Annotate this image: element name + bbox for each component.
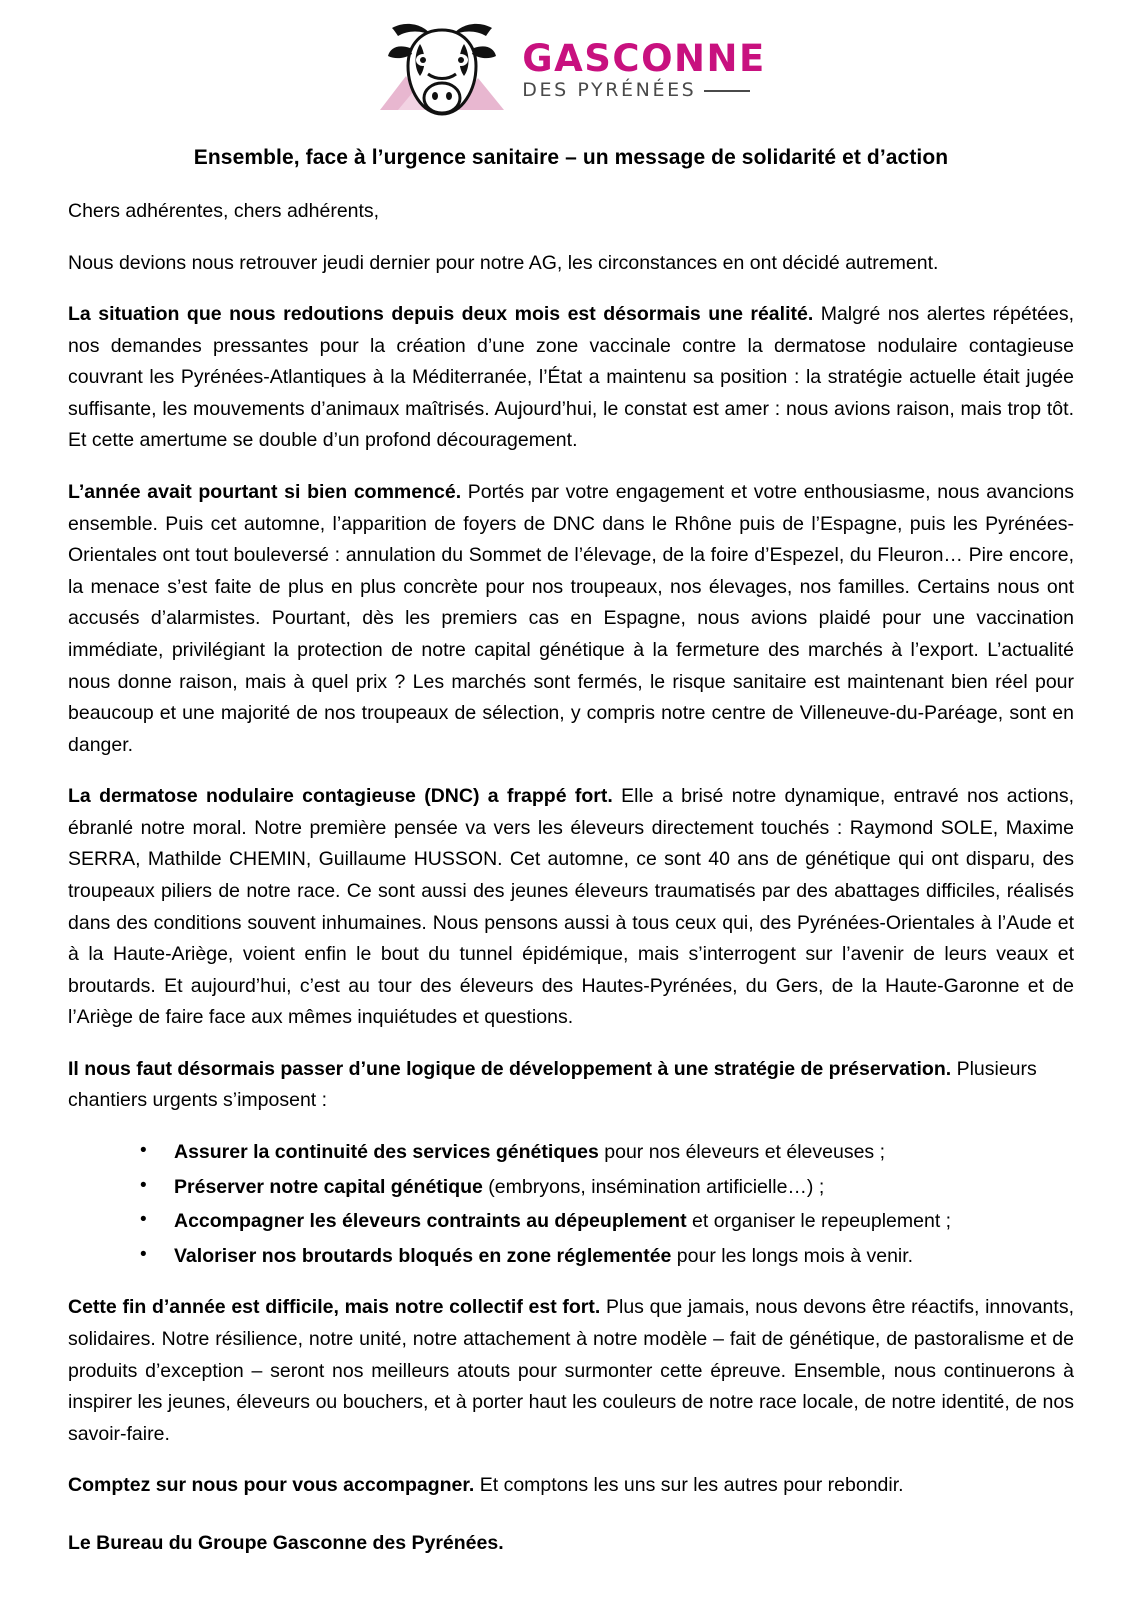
list-item-lead: Préserver notre capital génétique <box>174 1175 483 1198</box>
cow-head-icon <box>376 14 508 126</box>
paragraph-text: Plusieurs chantiers urgents s’imposent : <box>68 1057 1037 1112</box>
list-item-lead: Accompagner les éleveurs contraints au dépeuplement <box>174 1210 687 1233</box>
brand-wordmark <box>522 37 766 101</box>
body-paragraph <box>68 477 1074 761</box>
brand-subtitle: DES PYRÉNÉES <box>522 79 697 101</box>
brand-header <box>68 8 1074 136</box>
list-item-lead: Valoriser nos broutards bloqués en zone réglementée <box>174 1244 672 1267</box>
list-item-text: pour les longs mois à venir. <box>671 1244 914 1267</box>
paragraph-lead: La dermatose nodulaire contagieuse (DNC) a frappé fort. <box>68 785 613 808</box>
paragraph-text: Et comptons les uns sur les autres pour rebondir. <box>474 1474 904 1497</box>
brand-rule-divider <box>704 90 750 92</box>
salutation: Chers adhérentes, chers adhérents, <box>68 200 380 222</box>
list-item <box>140 1241 1074 1273</box>
body-paragraph <box>68 781 1074 1034</box>
list-item <box>140 1137 1074 1169</box>
closing-paragraph <box>68 1292 1074 1450</box>
signature: Le Bureau du Groupe Gasconne des Pyrénées. <box>68 1531 504 1554</box>
paragraph-lead: La situation que nous redoutions depuis deux mois est désormais une réalité. <box>68 303 814 326</box>
list-item-text: (embryons, insémination artificielle…) ; <box>482 1175 825 1198</box>
body-paragraph <box>68 299 1074 457</box>
page-title: Ensemble, face à l’urgence sanitaire – un message de solidarité et d’action <box>193 146 949 169</box>
brand-name: GASCONNE <box>522 37 766 80</box>
list-item <box>140 1206 1074 1238</box>
paragraph-lead: Cette fin d’année est difficile, mais notre collectif est fort. <box>68 1296 601 1319</box>
paragraph-text: Elle a brisé notre dynamique, entravé nos actions, ébranlé notre moral. Notre première pensée va vers les éleveurs directement touchés : Raymond SOLE, Maxime SERRA, Mathilde CHEMIN, Guillaume HUSSON. Cet automne, ce sont 40 ans de génétique qui ont disparu, des troupeaux piliers de notre race. Ce sont aussi des jeunes éleveurs traumatisés par des abattages difficiles, réalisés dans des conditions souvent inhumaines. Nous pensons aussi à tous ceux qui, des Pyrénées-Orientales à l’Aude et à la Haute-Ariège, voient enfin le bout du tunnel épidémique, mais s’interrogent sur l’avenir de leurs veaux et broutards. Et aujourd’hui, c’est au tour des éleveurs des Hautes-Pyrénées, du Gers, de la Haute-Garonne et de l’Ariège de faire face aux mêmes inquiétudes et questions. <box>68 785 1074 1029</box>
paragraph-lead: Comptez sur nous pour vous accompagner. <box>68 1474 475 1497</box>
list-item-text: pour nos éleveurs et éleveuses ; <box>598 1141 886 1164</box>
closing-paragraph <box>68 1470 1074 1502</box>
paragraph-lead: Il nous faut désormais passer d’une logique de développement à une stratégie de préservation. <box>68 1057 952 1080</box>
list-item <box>140 1172 1074 1204</box>
brand-subtitle-row <box>522 81 750 100</box>
action-list <box>68 1137 1074 1272</box>
paragraph-lead: L’année avait pourtant si bien commencé. <box>68 481 462 504</box>
paragraph-text: Plus que jamais, nous devons être réactifs, innovants, solidaires. Notre résilience, notre unité, notre attachement à notre modèle – fait de génétique, de pastoralisme et de produits d’exception – seront nos meilleurs atouts pour surmonter cette épreuve. Ensemble, nous continuerons à inspirer les jeunes, éleveurs ou bouchers, et à porter haut les couleurs de notre race locale, de notre identité, de nos savoir-faire. <box>68 1296 1074 1445</box>
paragraph-text: Portés par votre engagement et votre enthousiasme, nous avancions ensemble. Puis cet automne, l’apparition de foyers de DNC dans le Rhône puis de l’Espagne, puis les Pyrénées-Orientales ont tout bouleversé : annulation du Sommet de l’élevage, de la foire d’Espezel, du Fleuron… Pire encore, la menace s’est faite de plus en plus concrète pour nos troupeaux, nos élevages, nos familles. Certains nous ont accusés d’alarmistes. Pourtant, dès les premiers cas en Espagne, nous avions plaidé pour une vaccination immédiate, privilégiant la protection de notre capital génétique à la fermeture des marchés à l’export. L’actualité nous donne raison, mais à quel prix ? Les marchés sont fermés, le risque sanitaire est maintenant bien réel pour beaucoup et une majorité de nos troupeaux de sélection, y compris notre centre de Villeneuve-du-Paréage, sont en danger. <box>68 481 1075 756</box>
paragraph-text: Malgré nos alertes répétées, nos demandes pressantes pour la création d’une zone vaccinale contre la dermatose nodulaire contagieuse couvrant les Pyrénées-Atlantiques à la Méditerranée, l’État a maintenu sa position : la stratégie actuelle était jugée suffisante, les mouvements d’animaux maîtrisés. Aujourd’hui, le constat est amer : nous avions raison, mais trop tôt. Et cette amertume se double d’un profond découragement. <box>68 303 1074 452</box>
list-item-lead: Assurer la continuité des services génétiques <box>174 1141 599 1164</box>
list-item-text: et organiser le repeuplement ; <box>686 1210 952 1233</box>
intro-paragraph: Nous devions nous retrouver jeudi dernier pour notre AG, les circonstances en ont décidé autrement. <box>68 251 939 274</box>
body-paragraph <box>68 1054 1074 1117</box>
